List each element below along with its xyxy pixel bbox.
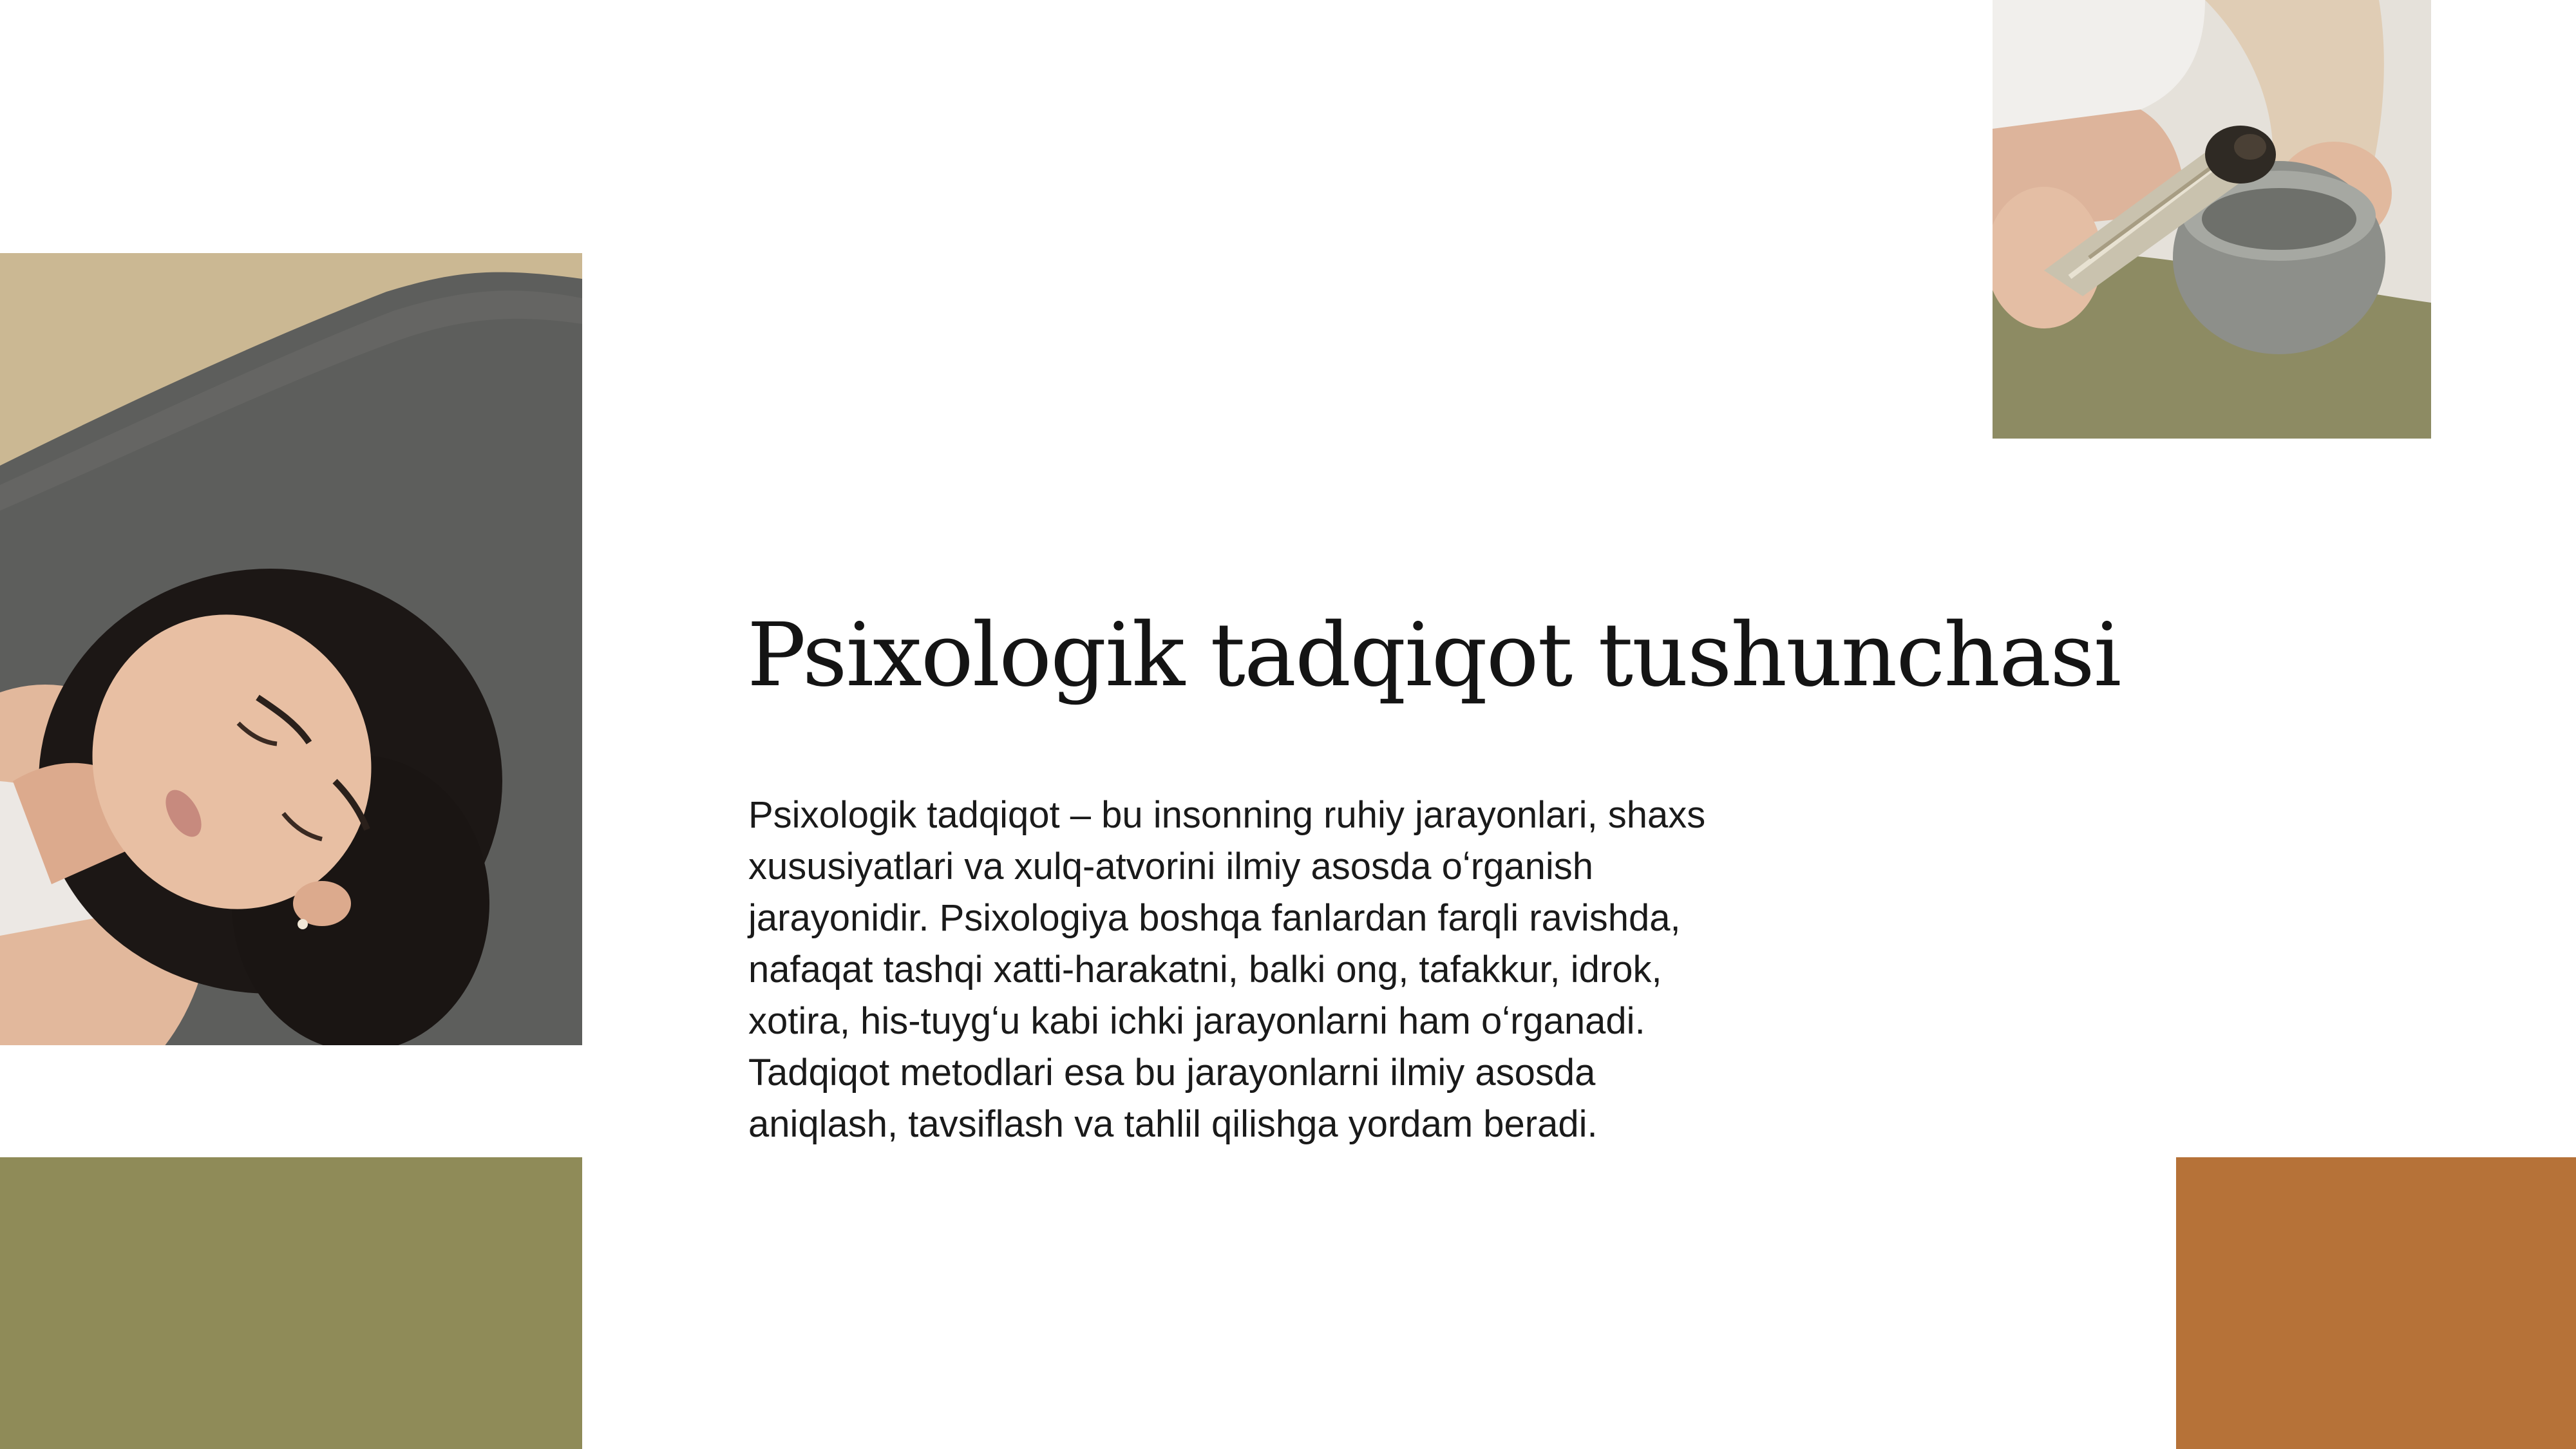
photo-sage-bundle-and-bowl [1993, 0, 2431, 439]
rust-color-block [2176, 1157, 2576, 1449]
olive-color-block [0, 1157, 582, 1449]
photo-woman-on-yoga-mat [0, 253, 582, 1045]
slide-title: Psixologik tadqiqot tushunchasi [747, 605, 2121, 706]
slide-body-text: Psixologik tadqiqot – bu insonning ruhiy jarayonlari, shaxs xususiyatlari va xulq-atvorini ilmiy asosda oʻrganish jarayonidir. Psixologiya boshqa fanlardan farqli ravishda, nafaqat tashqi xatti-harakatni, balki ong, tafakkur, idrok, xotira, his-tuygʻu kabi ichki jarayonlarni ham oʻrganadi. Tadqiqot metodlari esa bu jarayonlarni ilmiy asosda aniqlash, tavsiflash va tahlil qilishga yordam beradi. [748, 794, 1706, 1145]
